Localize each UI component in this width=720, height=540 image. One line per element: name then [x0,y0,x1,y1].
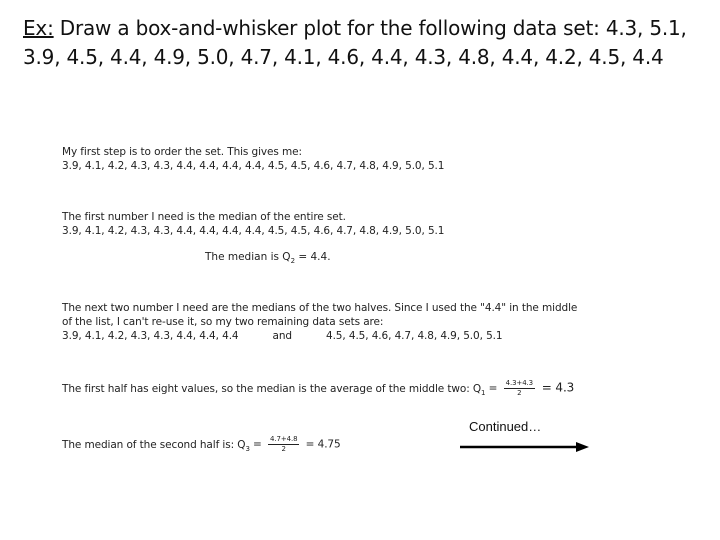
step-two-ordered-list: 3.9, 4.1, 4.2, 4.3, 4.3, 4.4, 4.4, 4.4, 4.4, 4.5, 4.5, 4.6, 4.7, 4.8, 4.9, 5.0, 5.1 [62,225,445,237]
q3-result: = 4.75 [302,438,341,451]
step-three-line-two: of the list, I can't re-use it, so my two remaining data sets are: [62,316,384,328]
slide-title [23,14,703,72]
first-half-list: 3.9, 4.1, 4.2, 4.3, 4.3, 4.4, 4.4, 4.4 [62,330,239,342]
q3-statement [62,439,250,451]
step-five [62,435,702,456]
second-half-list: 4.5, 4.5, 4.6, 4.7, 4.8, 4.9, 5.0, 5.1 [325,330,503,342]
halves-row [62,329,702,343]
step-one-heading: My first step is to order the set. This gives me: [62,146,302,158]
median-prefix: The median is Q [205,251,291,263]
step-two [62,210,702,238]
example-label: Ex: [23,16,54,40]
q3-subscript: 3 [245,444,250,453]
step-four [62,379,702,400]
q1-statement [62,383,485,395]
q1-numerator: 4.3+4.3 [505,379,534,387]
continued-label: Continued… [469,419,542,434]
q1-fraction [504,379,535,398]
step-one [62,145,702,173]
step-three-line-one: The next two number I need are the medians of the two halves. Since I used the "4.4" in the middle [62,302,578,314]
q3-fraction [268,435,299,454]
q3-equals: = [249,438,265,451]
median-statement [205,251,331,265]
q1-equals: = [485,382,501,395]
q1-denominator: 2 [517,389,522,397]
q3-text: The median of the second half is: Q [62,438,246,451]
median-subscript: 2 [290,257,296,266]
and-word: and [272,330,292,342]
median-value: = 4.4. [295,251,331,263]
title-text: Draw a box-and-whisker plot for the following data set: 4.3, 5.1, 3.9, 4.5, 4.4, 4.9, 5.0, 4.7, 4.1, 4.6, 4.4, 4.3, 4.8, 4.4, 4.2, 4.5, 4.4 [23,16,687,69]
q1-text: The first half has eight values, so the median is the average of the middle two: Q [62,382,482,395]
q1-result: = 4.3 [538,380,575,395]
q3-denominator: 2 [281,445,286,453]
step-two-heading: The first number I need is the median of the entire set. [62,211,346,223]
q3-numerator: 4.7+4.8 [270,435,298,443]
q1-subscript: 1 [481,388,486,397]
step-one-ordered-list: 3.9, 4.1, 4.2, 4.3, 4.3, 4.4, 4.4, 4.4, 4.4, 4.5, 4.5, 4.6, 4.7, 4.8, 4.9, 5.0, 5.1 [62,160,445,172]
step-three [62,301,702,343]
